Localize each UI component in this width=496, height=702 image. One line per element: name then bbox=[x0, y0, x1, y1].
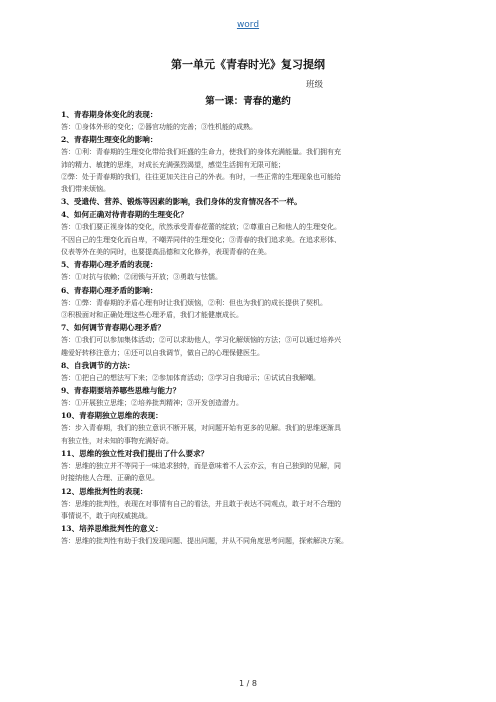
answer-line: 答：①身体外形的变化；②器官功能的完善；③性机能的成熟。 bbox=[61, 123, 257, 131]
question-heading: 5、青春期心理矛盾的表现： bbox=[61, 260, 158, 270]
question-heading: 9、青春期要培养哪些思维与能力？ bbox=[61, 386, 181, 396]
question-heading: 10、青春期独立思维的表现： bbox=[61, 411, 163, 421]
answer-line: 答：①弊：青春期的矛盾心理有时让我们烦恼，②利：但也为我们的成长提供了契机。 bbox=[61, 298, 327, 307]
answer-line: 答：①开展独立思维；②培养批判精神；③开发创造潜力。 bbox=[61, 399, 243, 408]
page-number: 1 / 8 bbox=[239, 679, 257, 688]
answer-line: ②弊：处于青春期的我们，往往更加关注自己的外表。有时，一些正常的生理现象也可能给 bbox=[61, 172, 341, 181]
question-heading: 3、受遗传、营养、锻炼等因素的影响，我们身体的发育情况各不一样。 bbox=[61, 197, 302, 207]
answer-line: 时接纳他人合理、正确的意见。 bbox=[61, 474, 159, 483]
answer-line: 答：①把自己的想法写下来；②参加体育活动；③学习自我暗示；④试试自我解嘲。 bbox=[61, 373, 320, 382]
answer-line: 仪表等外在美的同时，也要提高品德和文化修养，表现青春的在美。 bbox=[61, 248, 271, 257]
answer-line: 不因自己的生理变化而自卑，不嘲弄同伴的生理变化；③青春的我们追求美。在追求形体、 bbox=[61, 235, 341, 244]
question-heading: 7、如何调节青春期心理矛盾？ bbox=[61, 323, 166, 333]
question-heading: 8、自我调节的方法： bbox=[61, 360, 135, 370]
answer-line: 事情说不，敢于向权威挑战。 bbox=[61, 511, 152, 520]
answer-line: 答：①利：青春期的生理变化带给我们旺盛的生命力，使我们的身体充满能量。我们拥有充 bbox=[61, 148, 341, 157]
answer-line: 沛的精力、敏捷的思维，对成长充满强烈渴望，感觉生活拥有无限可能； bbox=[61, 160, 285, 169]
outline-content bbox=[61, 108, 429, 548]
answer-line: 答：①我们要正视身体的变化，欣然承受青春花蕾的绽放；②尊重自己和他人的生理变化。 bbox=[61, 223, 341, 232]
question-heading: 12、思维批判性的表现： bbox=[61, 486, 148, 496]
page-title: 第一单元《青春时光》复习提纲 bbox=[171, 58, 325, 71]
answer-line: 趣爱好转移注意力；④还可以自我调节，做自己的心理保健医生。 bbox=[61, 348, 264, 357]
question-heading: 11、思维的独立性对我们提出了什么要求？ bbox=[61, 449, 209, 459]
lesson-heading: 第一课：青春的邀约 bbox=[205, 96, 291, 107]
answer-line: 答：①我们可以参加集体活动；②可以求助他人，学习化解烦恼的方法；③可以通过培养兴 bbox=[61, 336, 341, 345]
answer-line: 有独立性，对未知的事物充满好奇。 bbox=[61, 436, 173, 445]
question-heading: 4、如何正确对待青春期的生理变化？ bbox=[61, 210, 188, 220]
header-word-link[interactable]: word bbox=[236, 20, 260, 30]
answer-line: 答：步入青春期，我们的独立意识不断开展，对问题开始有更多的见解。我们的思维逐渐具 bbox=[61, 424, 341, 433]
question-heading: 13、培养思维批判性的意义： bbox=[61, 524, 163, 534]
class-label: 班级 bbox=[306, 80, 324, 90]
answer-line: 答：思维的独立并不等同于一味追求独特，而是意味着不人云亦云，有自己独到的见解，同 bbox=[61, 462, 341, 471]
question-heading: 2、青春期生理变化的影响： bbox=[61, 135, 158, 145]
answer-line: 答：思维的批判性有助于我们发现问题、提出问题，并从不同角度思考问题，探索解决方案。 bbox=[61, 537, 348, 546]
answer-line: 答：思维的批判性，表现在对事情有自己的看法，并且敢于表达不同观点，敢于对不合理的 bbox=[61, 499, 341, 508]
answer-line: 我们带来烦恼。 bbox=[61, 185, 110, 194]
answer-line: 答：①对抗与依赖；②闭锁与开放；③勇敢与怯懦。 bbox=[61, 273, 222, 282]
answer-line: ③积极面对和正确处理这些心理矛盾，我们才能健康成长。 bbox=[61, 310, 243, 319]
question-heading: 1、青春期身体变化的表现： bbox=[61, 110, 158, 119]
question-heading: 6、青春期心理矛盾的影响： bbox=[61, 285, 158, 295]
